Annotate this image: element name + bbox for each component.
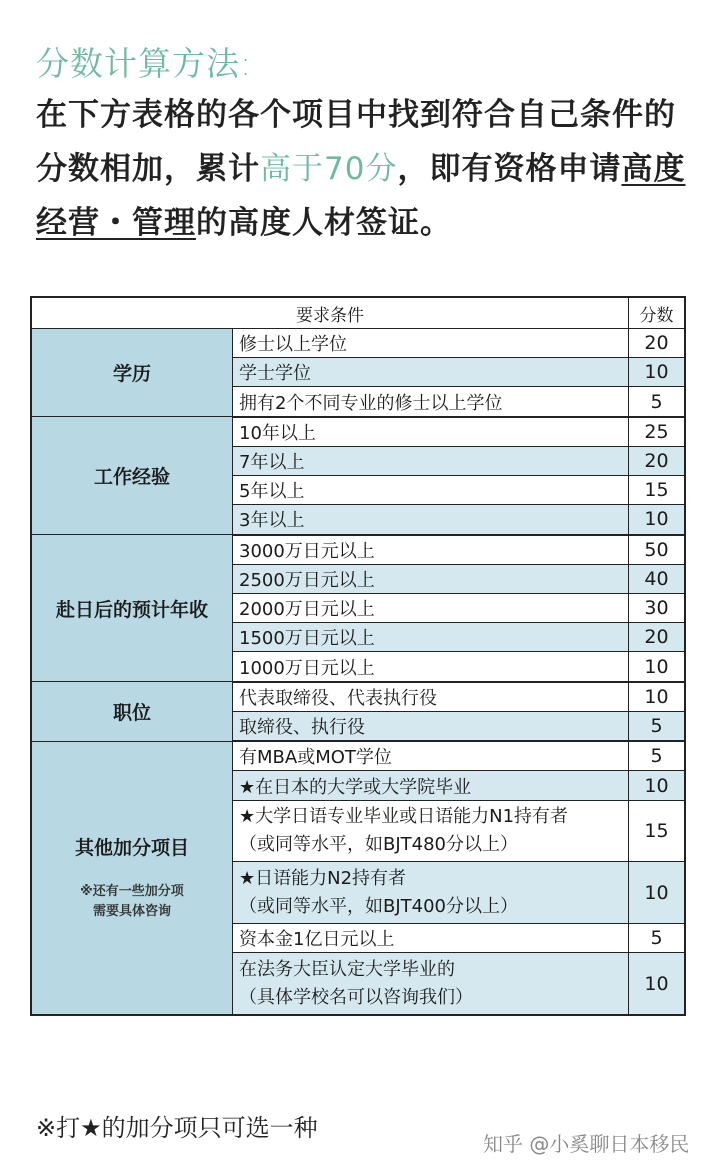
row-condition: 7年以上 [233, 446, 629, 475]
table-row [31, 741, 685, 771]
page-heading: 分数计算方法: [36, 44, 253, 83]
intro-highlight: 高于70分 [260, 151, 398, 187]
table-row [31, 535, 685, 565]
points-table [30, 296, 686, 1016]
row-points: 20 [629, 446, 686, 475]
row-points: 25 [629, 417, 686, 447]
row-condition: 有MBA或MOT学位 [233, 741, 629, 771]
category-other-label: 其他加分项目 [74, 837, 189, 860]
category-work-experience: 工作经验 [31, 417, 233, 535]
row-condition: 拥有2个不同专业的修士以上学位 [233, 387, 629, 417]
row-points: 5 [629, 923, 686, 952]
table-row [31, 329, 685, 358]
intro-text-1: 在下方表格的各个项目中找到符合自己条件的分数相加，累计 [36, 97, 676, 187]
row-condition: 学士学位 [233, 358, 629, 387]
row-condition: 2000万日元以上 [233, 594, 629, 623]
row-points: 20 [629, 623, 686, 652]
row-condition [233, 800, 629, 862]
row-condition: 3000万日元以上 [233, 535, 629, 565]
condition-line-1: ★大学日语专业毕业或日语能力N1持有者 [239, 805, 569, 827]
row-points: 10 [629, 505, 686, 535]
row-condition: 代表取缔役、代表执行役 [233, 682, 629, 712]
row-points: 5 [629, 387, 686, 417]
row-points: 5 [629, 741, 686, 771]
row-condition: 1500万日元以上 [233, 623, 629, 652]
row-points: 30 [629, 594, 686, 623]
note-line-1: ※还有一些加分项 [80, 884, 184, 900]
row-condition: 5年以上 [233, 476, 629, 505]
row-points: 10 [629, 652, 686, 682]
row-points: 5 [629, 711, 686, 741]
condition-line-2: （或同等水平，如BJT480分以上） [239, 833, 519, 855]
row-condition: 3年以上 [233, 505, 629, 535]
row-points: 15 [629, 800, 686, 862]
row-points: 10 [629, 358, 686, 387]
row-condition: ★在日本的大学或大学院毕业 [233, 771, 629, 800]
row-condition: 修士以上学位 [233, 329, 629, 358]
row-points: 10 [629, 771, 686, 800]
category-other-note [32, 882, 232, 922]
row-points: 15 [629, 476, 686, 505]
note-line-2: 需要具体咨询 [92, 904, 171, 920]
intro-paragraph [36, 88, 696, 250]
category-other-bonus [31, 741, 233, 1015]
intro-text-2: ，即有资格申请 [397, 151, 622, 187]
category-education: 学历 [31, 329, 233, 417]
row-condition [233, 862, 629, 924]
row-condition: 1000万日元以上 [233, 652, 629, 682]
intro-underline: 高度经营・管理 [36, 151, 686, 241]
header-condition: 要求条件 [31, 297, 629, 329]
category-income: 赴日后的预计年收 [31, 535, 233, 682]
row-points: 20 [629, 329, 686, 358]
condition-line-1: ★日语能力N2持有者 [239, 867, 407, 889]
watermark: 知乎 @小奚聊日本移民 [483, 1132, 690, 1156]
row-points: 50 [629, 535, 686, 565]
row-points: 10 [629, 862, 686, 924]
category-position: 职位 [31, 682, 233, 742]
row-condition: 2500万日元以上 [233, 564, 629, 593]
condition-line-2: （或同等水平，如BJT400分以上） [239, 895, 519, 917]
intro-text-3: 的高度人材签证。 [196, 205, 452, 241]
row-points: 10 [629, 682, 686, 712]
condition-line-1: 在法务大臣认定大学毕业的 [239, 958, 455, 980]
table-row [31, 682, 685, 712]
row-condition: 10年以上 [233, 417, 629, 447]
footnote: ※打★的加分项只可选一种 [36, 1114, 318, 1142]
table-row [31, 417, 685, 447]
table-header-row [31, 297, 685, 329]
row-condition: 取缔役、执行役 [233, 711, 629, 741]
row-points: 40 [629, 564, 686, 593]
condition-line-2: （具体学校名可以咨询我们） [239, 986, 473, 1008]
header-points: 分数 [629, 297, 686, 329]
row-condition: 资本金1亿日元以上 [233, 923, 629, 952]
row-points: 10 [629, 953, 686, 1015]
row-condition [233, 953, 629, 1015]
